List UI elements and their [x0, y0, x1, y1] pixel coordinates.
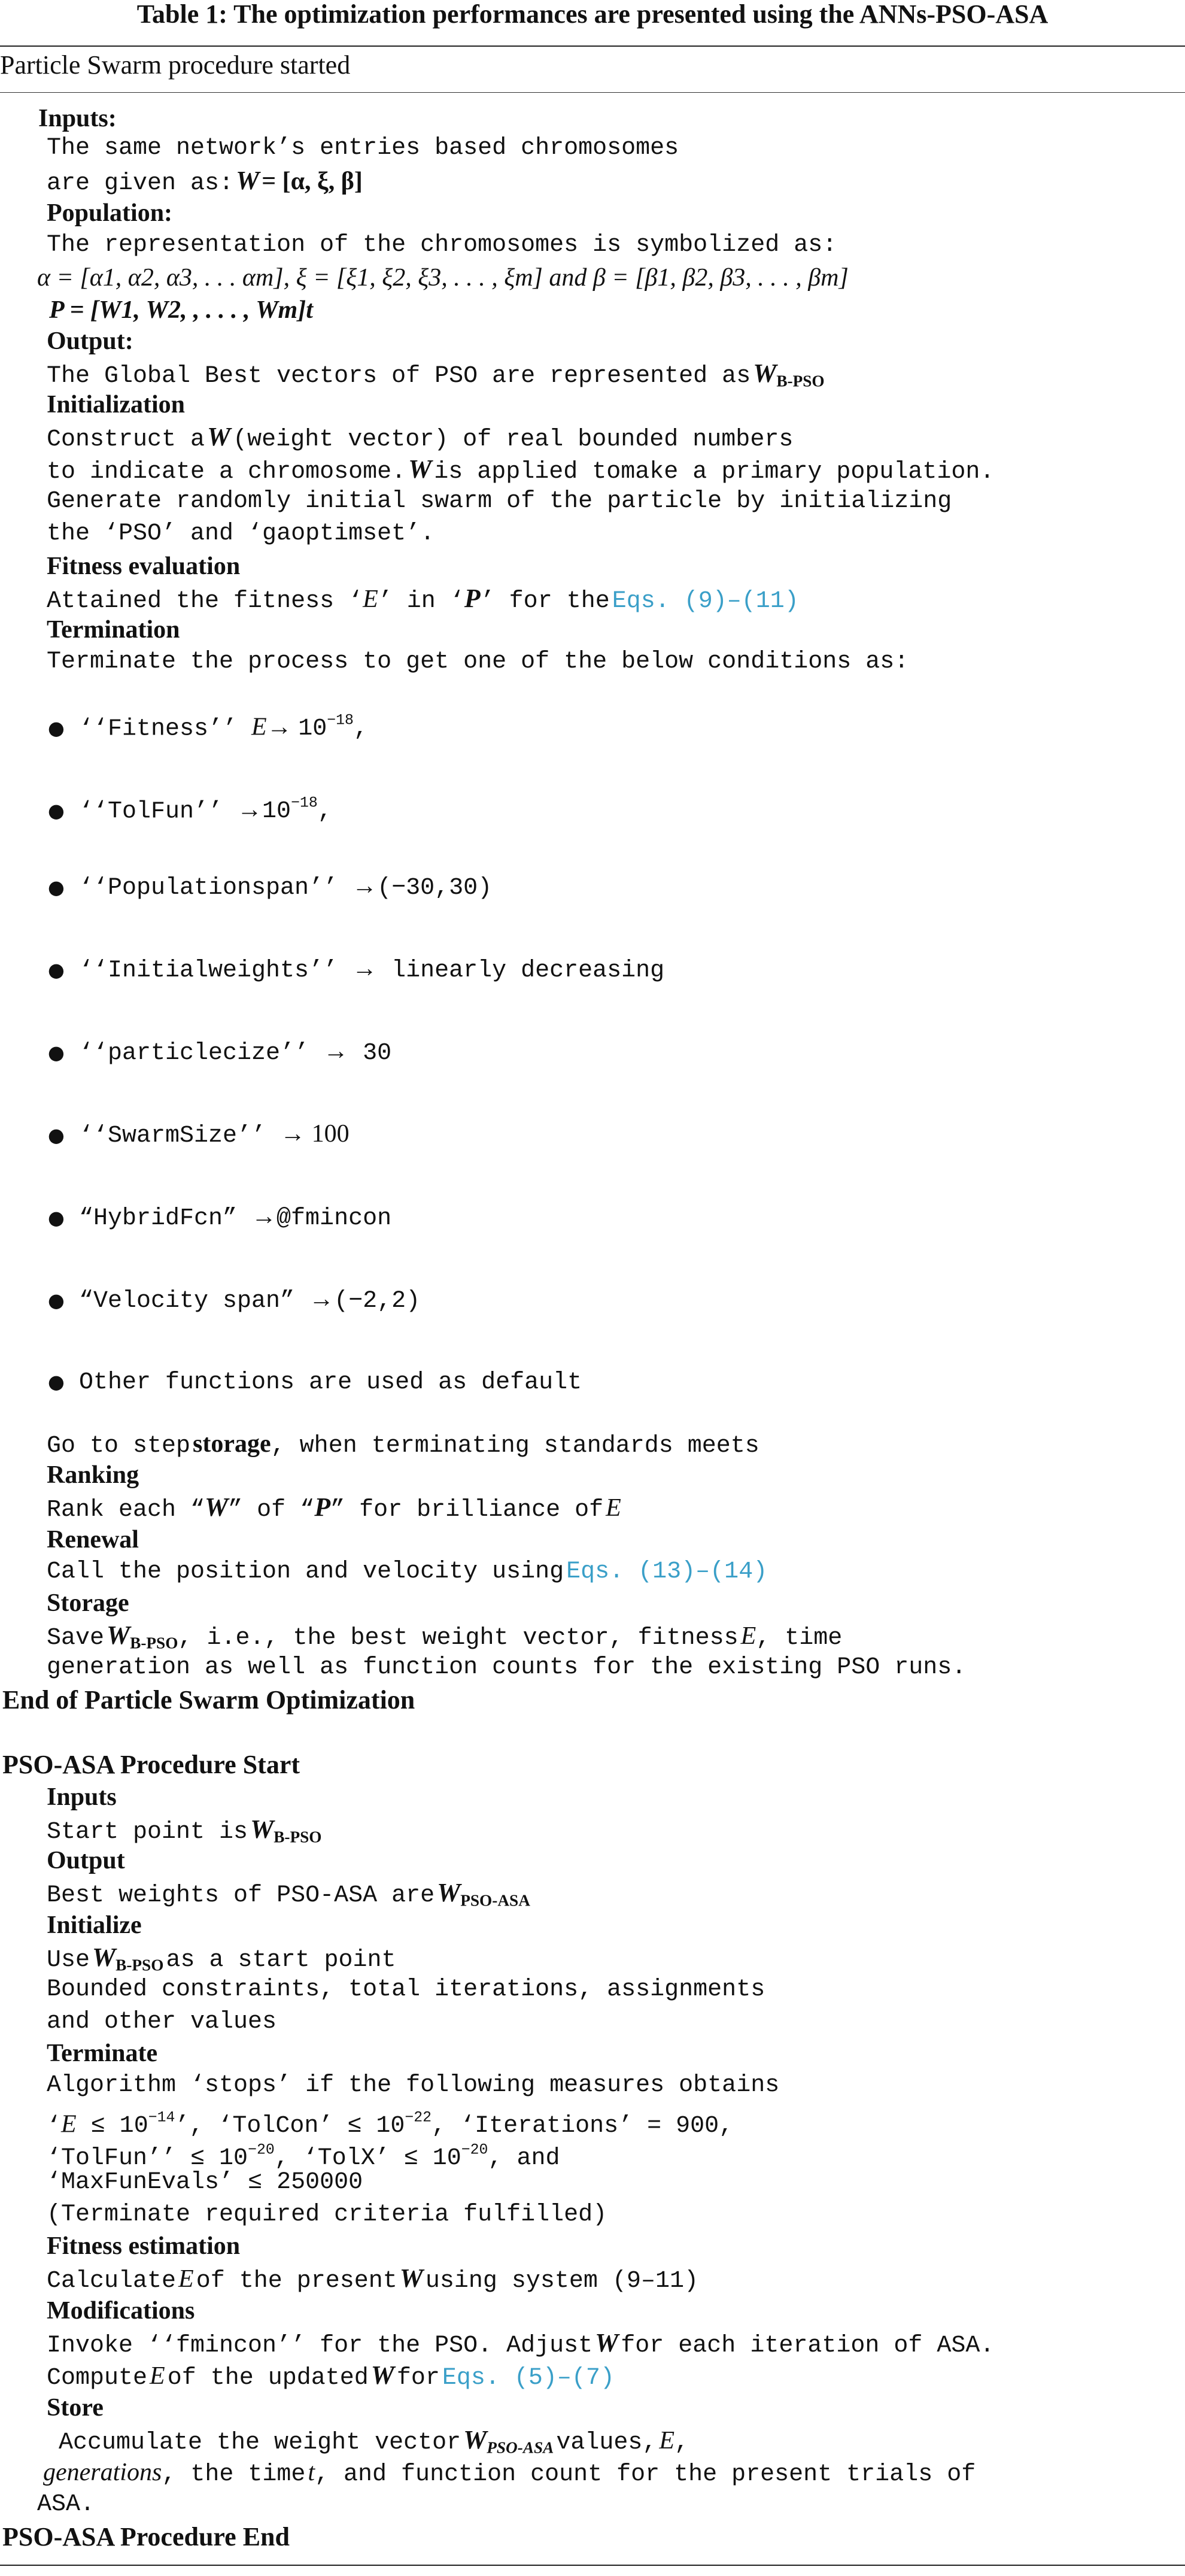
asa-store-heading: Store [47, 2394, 104, 2422]
asa-init-line2: Bounded constraints, total iterations, assignments [47, 1976, 765, 2003]
asa-inputs-heading: Inputs [47, 1783, 117, 1811]
asa-fitness-heading: Fitness estimation [47, 2232, 241, 2260]
asa-term-line5: (Terminate required criteria fulfilled) [47, 2201, 607, 2228]
bullet-velocityspan: ● “Velocity span” →(−2,2) [48, 1285, 421, 1315]
pso-init-line4: the ‘PSO’ and ‘gaoptimset’. [47, 520, 435, 547]
asa-output-heading: Output [47, 1847, 125, 1874]
asa-output-line: Best weights of PSO-ASA are $W_{PSO-ASA}$ [47, 1878, 530, 1910]
bullet-icon: ● [48, 1289, 65, 1312]
table-caption: Table 1: The optimization performances are presented using the ANNs-PSO-ASA [136, 0, 1049, 29]
bullet-icon: ● [48, 717, 65, 740]
pso-storage-line1: Save $W_{B-PSO}$, i.e., the best weight vector, fitness E, time [47, 1621, 843, 1652]
bullet-icon: ● [48, 799, 65, 823]
pso-init-line3: Generate randomly initial swarm of the particle by initializing [47, 488, 952, 515]
asa-end-title: PSO-ASA Procedure End [2, 2522, 290, 2551]
bullet-hybridfcn: ● “HybridFcn” →@fmincon [48, 1203, 392, 1232]
asa-modifications-heading: Modifications [47, 2297, 195, 2325]
asa-mod-line1: Invoke ‘‘fmincon’’ for the PSO. Adjust W for each iteration of ASA. [47, 2328, 995, 2359]
asa-fitness-line: Calculate E of the present W using system (9–11) [47, 2264, 698, 2295]
asa-term-line1: Algorithm ‘stops’ if the following measures obtains [47, 2072, 780, 2099]
bullet-icon: ● [48, 1124, 65, 1146]
pso-population-heading: Population: [47, 199, 173, 227]
pso-fitness-line: Attained the fitness ‘E’ in ‘P’ for the Eqs. (9)–(11) [47, 584, 799, 615]
bullet-fitness: ● ‘‘Fitness’’ $E\to 10^{-18}$, [48, 712, 368, 743]
bullet-icon: ● [48, 1041, 65, 1064]
asa-term-heading: Terminate [47, 2040, 158, 2067]
pso-population-P: P = [W1, W2, , . . . , Wm]t [49, 296, 313, 324]
pso-ranking-heading: Ranking [47, 1461, 139, 1489]
pso-population-line1: The representation of the chromosomes is symbolized as: [47, 232, 837, 259]
pso-population-alpha: α = [α1, α2, α3, . . . αm], ξ = [ξ1, ξ2, ξ3, . . . , ξm] and β = [β1, β2, β3, . . . , βm] [37, 264, 849, 292]
pso-inputs-line2 [47, 165, 363, 202]
pso-ranking-line: Rank each “W” of “P” for brilliance of E [47, 1492, 621, 1524]
pso-termination-heading: Termination [47, 616, 180, 644]
asa-store-line3: ASA. [37, 2491, 95, 2518]
top-rule [0, 45, 1185, 47]
pso-renewal-heading: Renewal [47, 1526, 139, 1554]
eqs-9-11-link[interactable]: Eqs. (9)–(11) [612, 588, 799, 615]
pso-inputs-vector: = [α, ξ, β] [262, 168, 363, 195]
pso-init-line2: to indicate a chromosome. W is applied tomake a primary population. [47, 454, 995, 486]
pso-goto-line: Go to step storage, when terminating standards meets [47, 1430, 759, 1460]
pso-output-W: $W_{B-PSO}$ [753, 359, 825, 390]
asa-init-line3: and other values [47, 2008, 277, 2035]
bullet-particlecize: ● ‘‘particlecize’’ → 30 [48, 1037, 392, 1067]
pso-init-line1: Construct a W (weight vector) of real bounded numbers [47, 422, 794, 453]
asa-store-line1: Accumulate the weight vector WPSO-ASA values, E, [59, 2425, 689, 2457]
pso-output-text: The Global Best vectors of PSO are represented as [47, 363, 751, 390]
pso-inputs-heading: Inputs: [38, 105, 117, 132]
pso-inputs-line1: The same network’s entries based chromosomes [47, 135, 679, 162]
pso-output-heading: Output: [47, 327, 133, 355]
eqs-13-14-link[interactable]: Eqs. (13)–(14) [566, 1558, 768, 1585]
pso-storage-line2: generation as well as function counts for the existing PSO runs. [47, 1654, 967, 1681]
bullet-icon: ● [48, 876, 65, 899]
bullet-swarmsize: ● ‘‘SwarmSize’’ → 100 [48, 1120, 350, 1149]
bullet-icon: ● [48, 1206, 65, 1229]
bullet-icon: ● [48, 1370, 65, 1393]
bullet-other: ● Other functions are used as default [74, 1366, 582, 1401]
pso-renewal-line: Call the position and velocity using Eqs. (13)–(14) [47, 1558, 768, 1585]
bullet-populationspan: ● ‘‘Populationspan’’ →(−30,30) [48, 872, 493, 902]
asa-start-title: PSO-ASA Procedure Start [2, 1750, 300, 1779]
pso-end-title: End of Particle Swarm Optimization [2, 1685, 415, 1715]
header-rule [0, 92, 1185, 93]
pso-storage-heading: Storage [47, 1589, 129, 1617]
bullet-initialweights: ● ‘‘Initialweights’’ → linearly decreasing [48, 955, 665, 984]
asa-init-heading: Initialize [47, 1911, 142, 1939]
asa-term-line4: ‘MaxFunEvals’ ≤ 250000 [47, 2169, 363, 2196]
asa-term-line2: ‘$E \le 10^{-14}$’, ‘TolCon’ ≤ $10^{-22}$, ‘Iterations’ = 900, [47, 2110, 734, 2140]
pso-inputs-W: W [236, 166, 260, 195]
asa-init-line1: Use $W_{B-PSO}$ as a start point [47, 1943, 396, 1974]
eqs-5-7-link[interactable]: Eqs. (5)–(7) [442, 2365, 615, 2392]
asa-store-line2: generations, the time t, and function count for the present trials of [43, 2459, 976, 2488]
bullet-tolfun: ● ‘‘TolFun’’ $\to 10^{-18}$, [48, 795, 332, 826]
pso-init-heading: Initialization [47, 391, 186, 418]
bottom-rule [0, 2565, 1185, 2566]
pso-fitness-heading: Fitness evaluation [47, 553, 241, 580]
pso-termination-text: Terminate the process to get one of the below conditions as: [47, 648, 909, 675]
pso-inputs-line2-text: are given as: [47, 170, 234, 197]
asa-mod-line2: Compute E of the updated W for Eqs. (5)–(7) [47, 2360, 615, 2392]
asa-term-line3: ‘TolFun’’ ≤ $10^{-20}$, ‘TolX’ ≤ $10^{-20}$, and [47, 2142, 560, 2173]
pso-start-title: Particle Swarm procedure started [0, 50, 351, 80]
asa-inputs-line: Start point is $W_{B-PSO}$ [47, 1815, 322, 1846]
bullet-icon: ● [48, 958, 65, 981]
